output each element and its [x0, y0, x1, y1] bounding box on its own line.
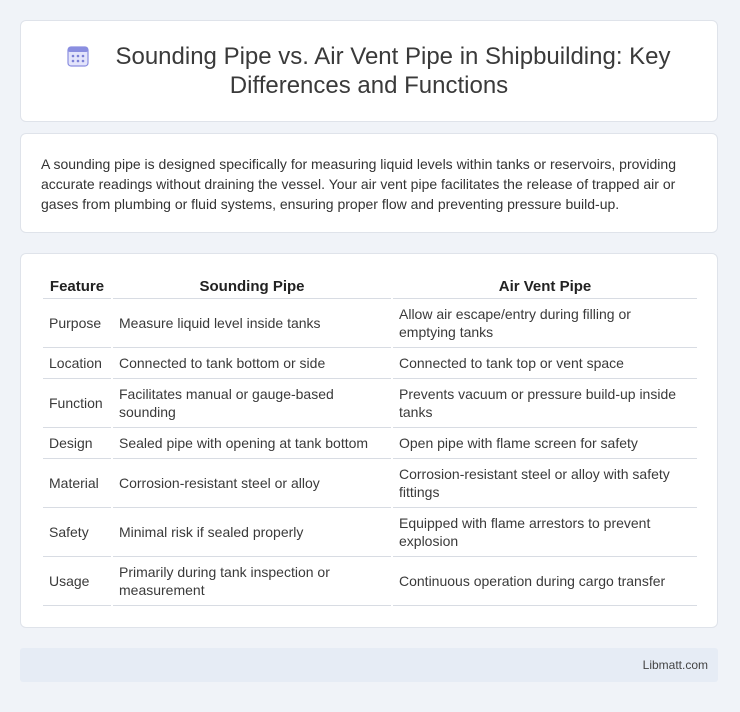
intro-paragraph: A sounding pipe is designed specifically for measuring liquid levels within tanks or reservoirs, providing accurate readings without draining the vessel. Your air vent pipe facilitates the release of trapped air or gases from plumbing or fluid systems, ensuring proper flow and preventing pressure build-up. — [41, 156, 676, 212]
air-vent-pipe-cell: Prevents vacuum or pressure build-up inside tanks — [393, 379, 697, 428]
comparison-table — [41, 274, 699, 606]
feature-cell: Location — [43, 348, 111, 379]
feature-cell: Usage — [43, 557, 111, 606]
feature-cell: Material — [43, 459, 111, 508]
title-card — [20, 20, 718, 122]
sounding-pipe-cell: Connected to tank bottom or side — [113, 348, 391, 379]
air-vent-pipe-cell: Equipped with flame arrestors to prevent explosion — [393, 508, 697, 557]
sounding-pipe-cell: Facilitates manual or gauge-based sounding — [113, 379, 391, 428]
footer-brand[interactable]: Libmatt.com — [642, 658, 708, 672]
sounding-pipe-cell: Corrosion-resistant steel or alloy — [113, 459, 391, 508]
sounding-pipe-cell: Sealed pipe with opening at tank bottom — [113, 428, 391, 459]
table-row — [43, 459, 697, 508]
table-row — [43, 557, 697, 606]
sounding-pipe-cell: Minimal risk if sealed properly — [113, 508, 391, 557]
air-vent-pipe-cell: Allow air escape/entry during filling or emptying tanks — [393, 299, 697, 348]
intro-card — [20, 133, 718, 233]
header-sounding-pipe: Sounding Pipe — [113, 274, 391, 299]
feature-cell: Function — [43, 379, 111, 428]
header-air-vent-pipe: Air Vent Pipe — [393, 274, 697, 299]
table-row — [43, 348, 697, 379]
feature-cell: Design — [43, 428, 111, 459]
page-title-text: Sounding Pipe vs. Air Vent Pipe in Shipbuilding: Key Differences and Functions — [115, 43, 671, 99]
air-vent-pipe-cell: Connected to tank top or vent space — [393, 348, 697, 379]
sounding-pipe-cell: Primarily during tank inspection or measurement — [113, 557, 391, 606]
feature-cell: Purpose — [43, 299, 111, 348]
page-title — [59, 42, 679, 100]
comparison-table-card — [20, 253, 718, 628]
feature-cell: Safety — [43, 508, 111, 557]
sounding-pipe-cell: Measure liquid level inside tanks — [113, 299, 391, 348]
footer — [20, 648, 718, 682]
header-feature: Feature — [43, 274, 111, 299]
table-row — [43, 508, 697, 557]
table-row — [43, 428, 697, 459]
table-row — [43, 299, 697, 348]
calendar-grid-icon — [67, 45, 89, 67]
air-vent-pipe-cell: Open pipe with flame screen for safety — [393, 428, 697, 459]
air-vent-pipe-cell: Continuous operation during cargo transfer — [393, 557, 697, 606]
air-vent-pipe-cell: Corrosion-resistant steel or alloy with safety fittings — [393, 459, 697, 508]
table-row — [43, 379, 697, 428]
table-header-row — [43, 274, 697, 299]
